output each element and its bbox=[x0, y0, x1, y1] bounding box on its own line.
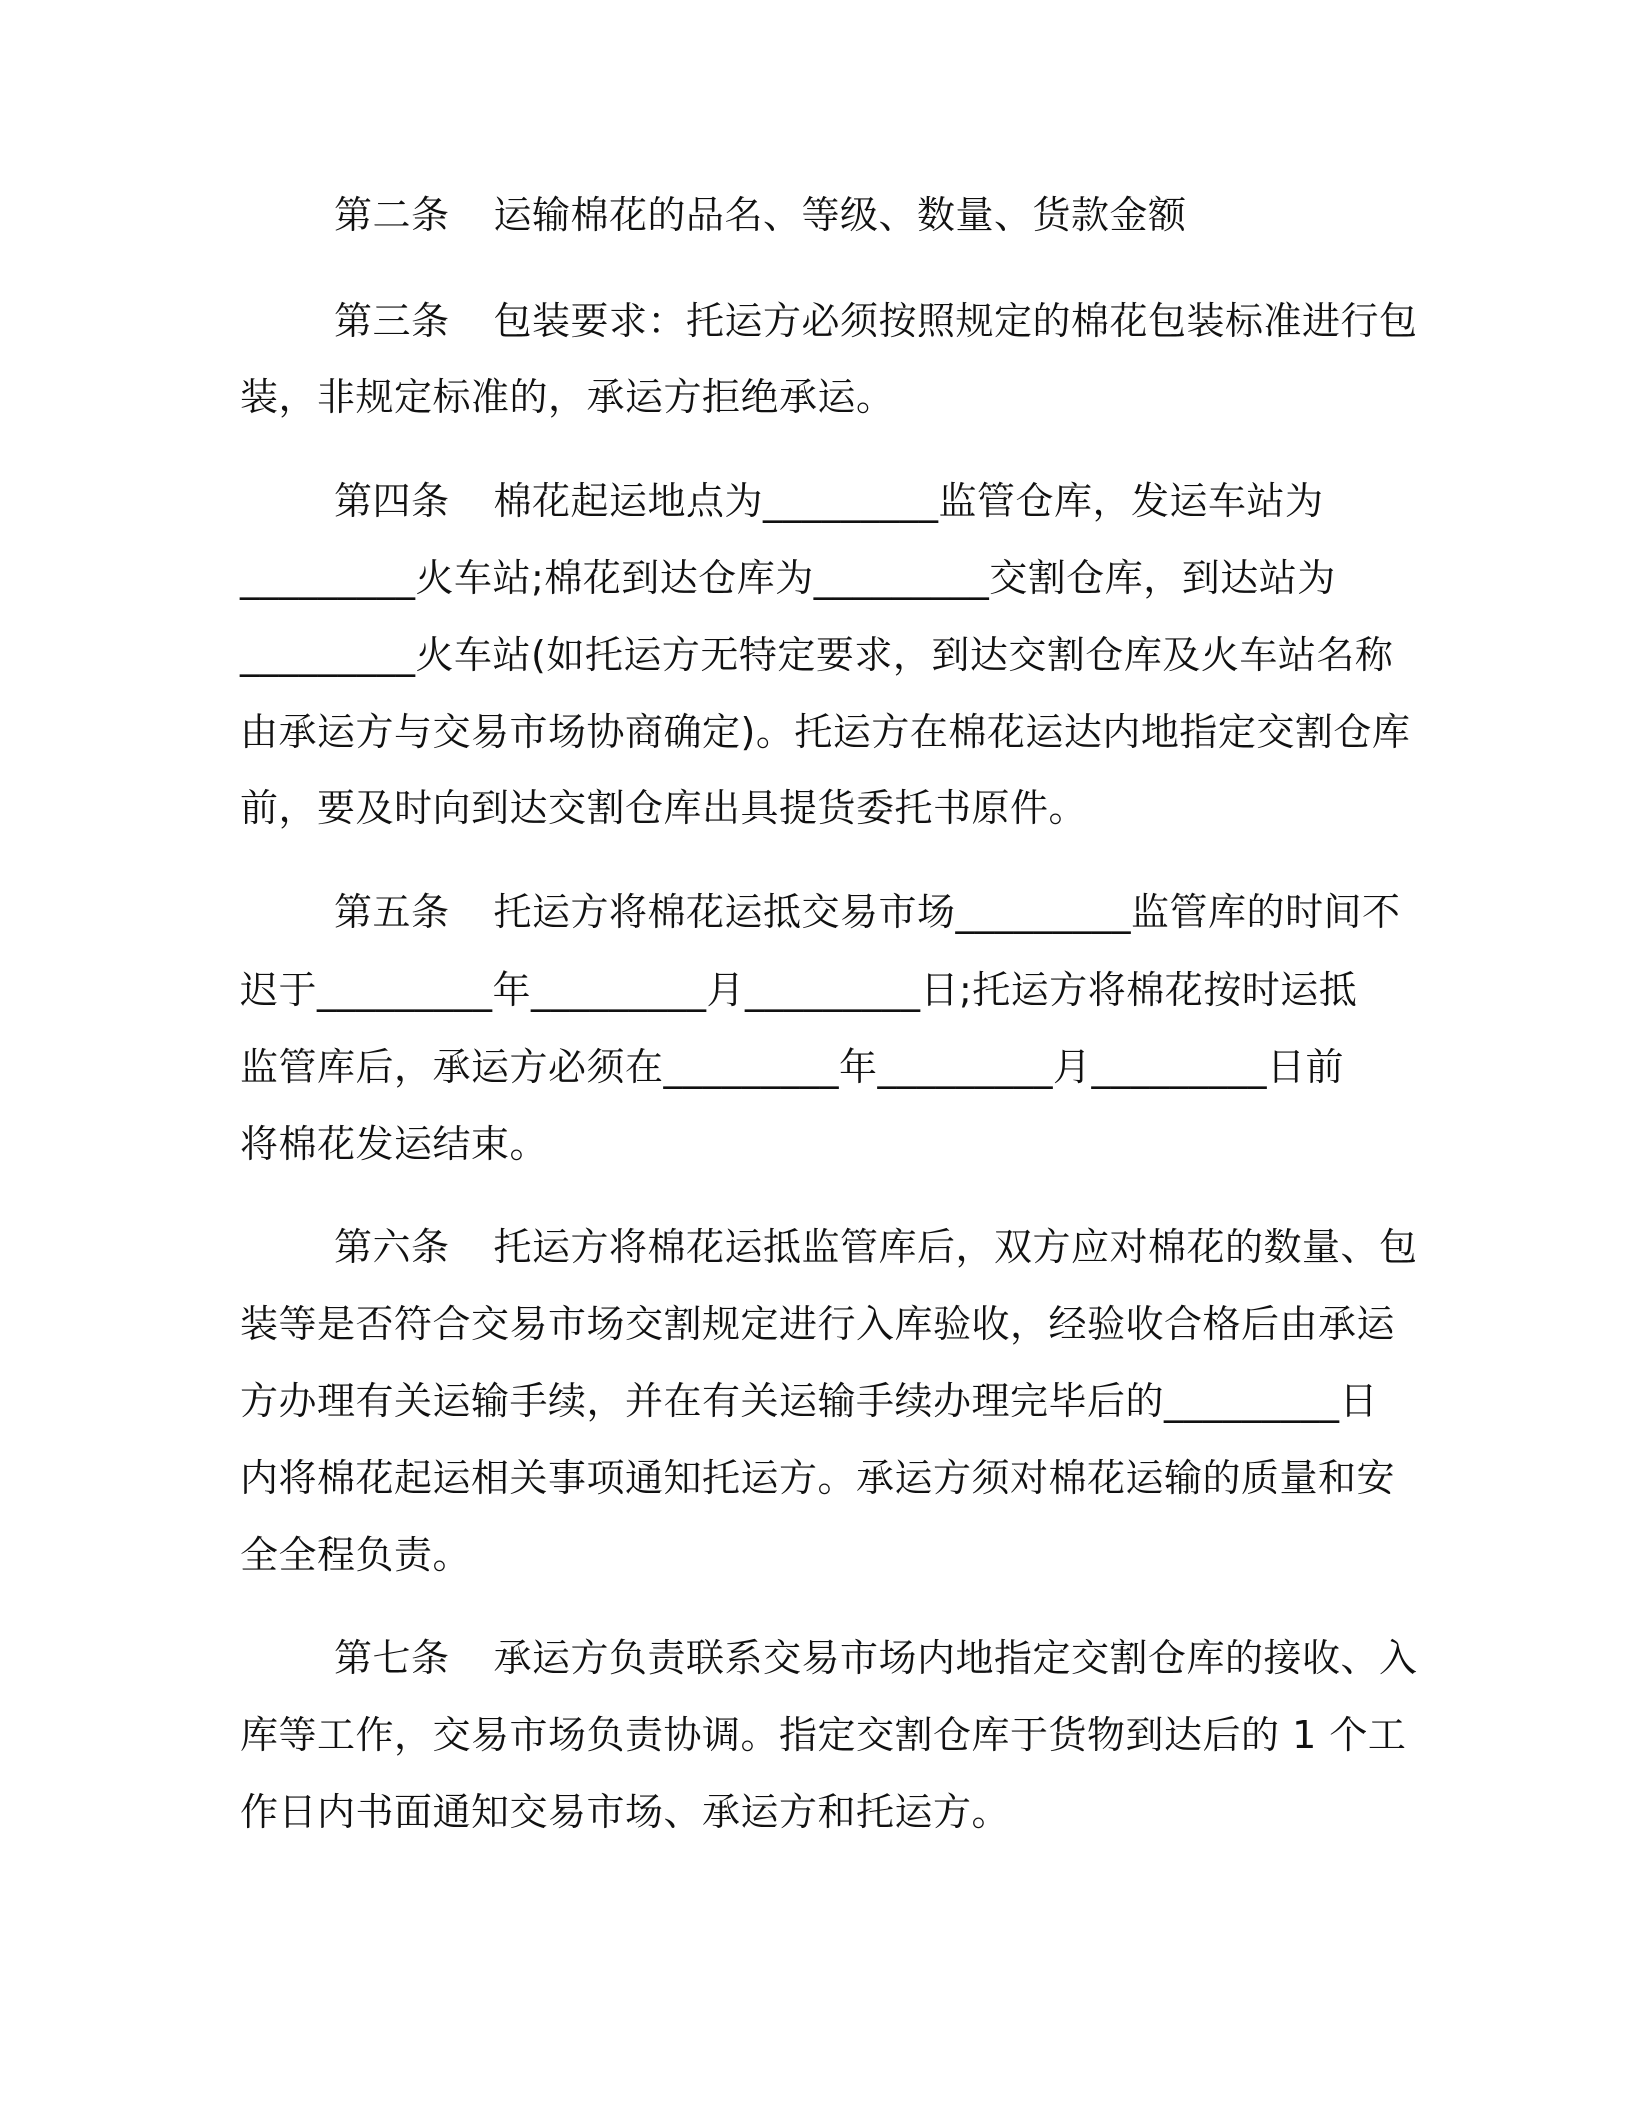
article-3-line-2: 装，非规定标准的，承运方拒绝承运。 bbox=[240, 375, 895, 419]
article-4-text-1: 棉花起运地点为_________监管仓库，发运车站为 bbox=[493, 479, 1324, 523]
article-5-label: 第五条 bbox=[334, 890, 450, 934]
article-6-label: 第六条 bbox=[334, 1225, 450, 1269]
article-6-line-5: 全全程负责。 bbox=[240, 1533, 472, 1577]
article-6-line-2: 装等是否符合交易市场交割规定进行入库验收，经验收合格后由承运 bbox=[240, 1302, 1396, 1346]
article-4-line-3: _________火车站(如托运方无特定要求，到达交割仓库及火车站名称 bbox=[240, 633, 1394, 677]
article-7-line-1 bbox=[334, 1633, 1418, 1683]
article-2-text: 运输棉花的品名、等级、数量、货款金额 bbox=[493, 193, 1187, 237]
article-6-line-3: 方办理有关运输手续，并在有关运输手续办理完毕后的_________日 bbox=[240, 1379, 1379, 1423]
article-5-line-4: 将棉花发运结束。 bbox=[240, 1122, 549, 1166]
article-4-line-4: 由承运方与交易市场协商确定)。托运方在棉花运达内地指定交割仓库 bbox=[240, 710, 1411, 754]
article-4-line-5: 前，要及时向到达交割仓库出具提货委托书原件。 bbox=[240, 786, 1088, 830]
article-4-line-1 bbox=[334, 476, 1324, 526]
article-7-line-2: 库等工作，交易市场负责协调。指定交割仓库于货物到达后的 1 个工 bbox=[240, 1713, 1407, 1757]
article-7-label: 第七条 bbox=[334, 1636, 450, 1680]
article-7-text-1: 承运方负责联系交易市场内地指定交割仓库的接收、入 bbox=[493, 1636, 1418, 1680]
article-5-line-3: 监管库后，承运方必须在_________年_________月_________日前 bbox=[240, 1045, 1345, 1089]
article-3-label: 第三条 bbox=[334, 299, 450, 343]
article-4-line-2: _________火车站;棉花到达仓库为_________交割仓库，到达站为 bbox=[240, 556, 1336, 600]
article-6-line-1 bbox=[334, 1222, 1418, 1272]
article-6-line-4: 内将棉花起运相关事项通知托运方。承运方须对棉花运输的质量和安 bbox=[240, 1456, 1396, 1500]
article-2-line-1 bbox=[334, 190, 1187, 240]
article-5-line-2: 迟于_________年_________月_________日;托运方将棉花按时运抵 bbox=[240, 968, 1358, 1012]
article-7-line-3: 作日内书面通知交易市场、承运方和托运方。 bbox=[240, 1790, 1011, 1834]
article-3-line-1 bbox=[334, 296, 1418, 346]
article-4-label: 第四条 bbox=[334, 479, 450, 523]
article-6-text-1: 托运方将棉花运抵监管库后，双方应对棉花的数量、包 bbox=[493, 1225, 1418, 1269]
article-5-line-1 bbox=[334, 887, 1401, 937]
article-3-text-1: 包装要求：托运方必须按照规定的棉花包装标准进行包 bbox=[493, 299, 1418, 343]
article-2-label: 第二条 bbox=[334, 193, 450, 237]
article-5-text-1: 托运方将棉花运抵交易市场_________监管库的时间不 bbox=[493, 890, 1401, 934]
